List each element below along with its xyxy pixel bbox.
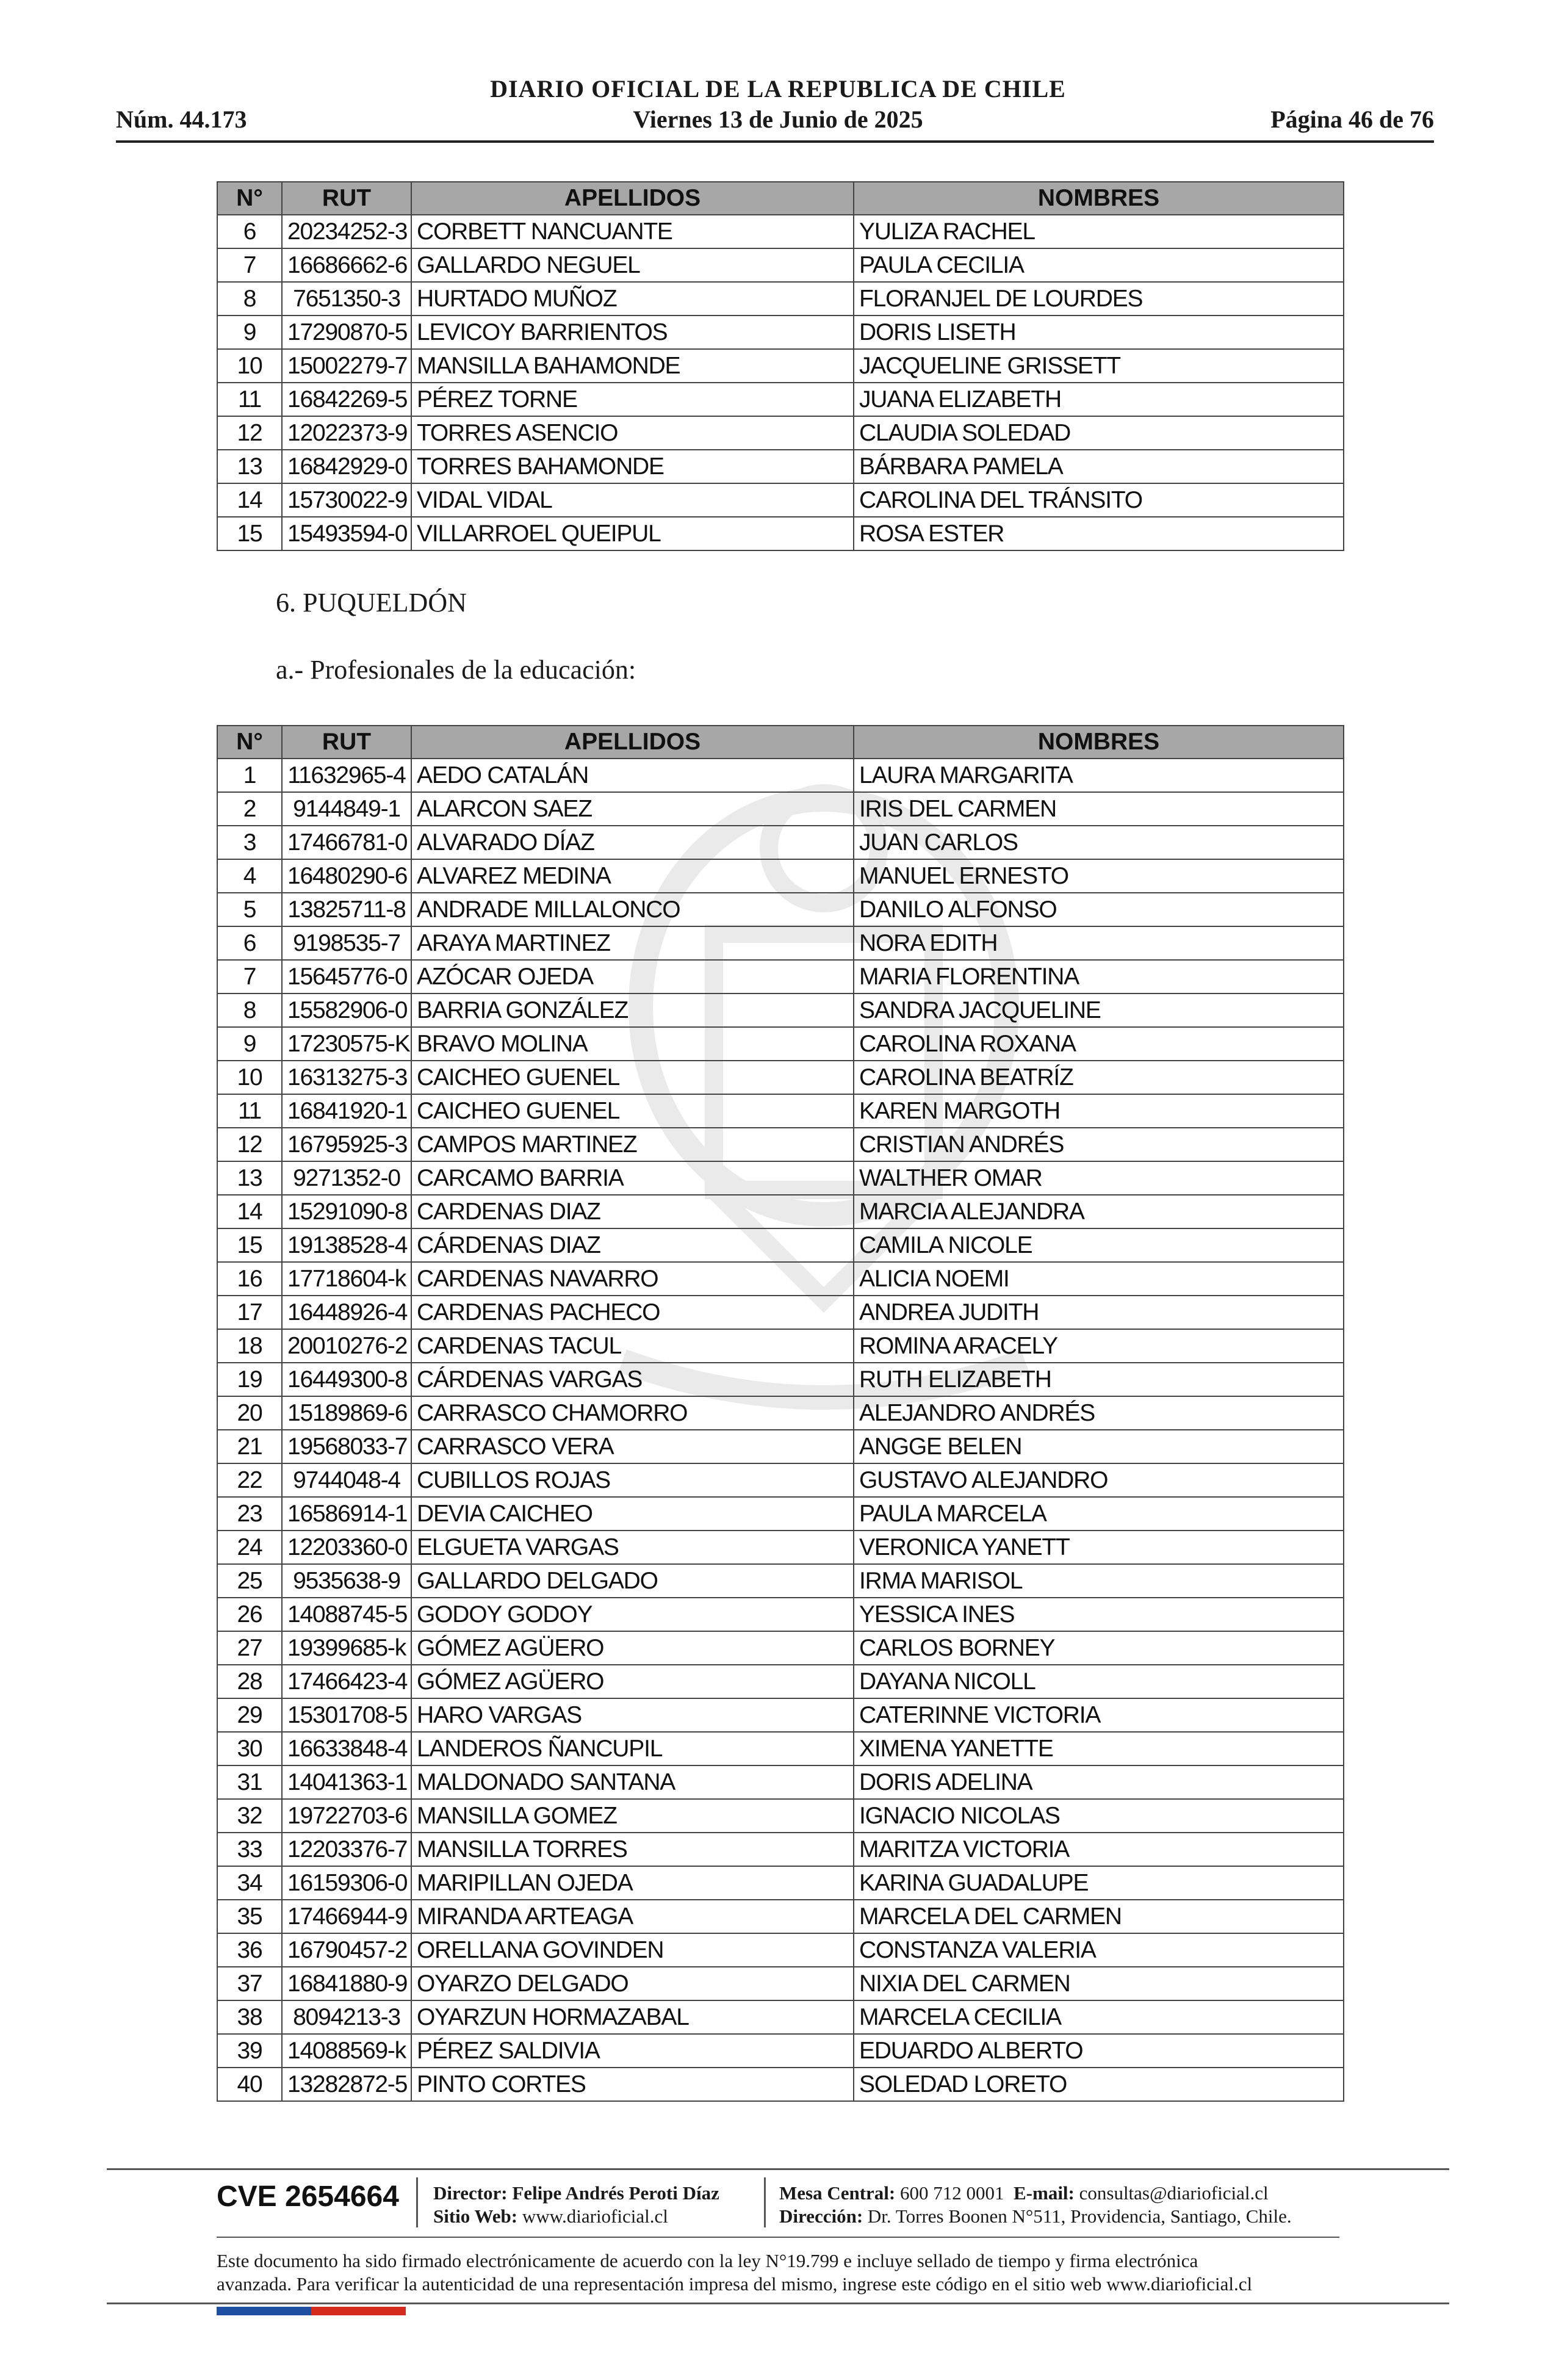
names-cell: JUANA ELIZABETH	[854, 383, 1344, 416]
rut-cell: 16448926-4	[282, 1296, 411, 1329]
table-row	[217, 1463, 1344, 1497]
surnames-cell: PÉREZ TORNE	[411, 383, 854, 416]
table-row	[217, 1430, 1344, 1463]
rut-cell: 7651350-3	[282, 282, 411, 316]
rut-cell: 16841920-1	[282, 1094, 411, 1128]
rut-cell: 16586914-1	[282, 1497, 411, 1531]
row-number: 6	[217, 215, 282, 248]
names-cell: GUSTAVO ALEJANDRO	[854, 1463, 1344, 1497]
cve-code: CVE 2654664	[217, 2180, 399, 2213]
legal-notice	[217, 2249, 1352, 2296]
row-number: 13	[217, 1161, 282, 1195]
email-label: E-mail:	[1014, 2182, 1075, 2204]
table-row	[217, 2000, 1344, 2034]
table-row	[217, 517, 1344, 550]
table-row	[217, 1061, 1344, 1094]
rut-cell: 19722703-6	[282, 1799, 411, 1833]
table-header-row	[217, 182, 1344, 215]
names-cell: LAURA MARGARITA	[854, 759, 1344, 792]
table-row	[217, 1933, 1344, 1967]
names-cell: ALEJANDRO ANDRÉS	[854, 1396, 1344, 1430]
table-row	[217, 1967, 1344, 2000]
surnames-cell: CÁRDENAS VARGAS	[411, 1363, 854, 1396]
row-number: 15	[217, 1228, 282, 1262]
names-cell: JACQUELINE GRISSETT	[854, 349, 1344, 383]
section-title: 6. PUQUELDÓN	[276, 588, 467, 618]
row-number: 33	[217, 1833, 282, 1866]
names-cell: RUTH ELIZABETH	[854, 1363, 1344, 1396]
rut-cell: 19399685-k	[282, 1631, 411, 1665]
header-divider	[116, 140, 1434, 143]
surnames-cell: MALDONADO SANTANA	[411, 1765, 854, 1799]
surnames-cell: GODOY GODOY	[411, 1598, 854, 1631]
table-row	[217, 1296, 1344, 1329]
names-cell: CARLOS BORNEY	[854, 1631, 1344, 1665]
rut-cell: 19568033-7	[282, 1430, 411, 1463]
surnames-cell: VILLARROEL QUEIPUL	[411, 517, 854, 550]
names-cell: CAROLINA DEL TRÁNSITO	[854, 483, 1344, 517]
names-cell: FLORANJEL DE LOURDES	[854, 282, 1344, 316]
surnames-cell: CARDENAS TACUL	[411, 1329, 854, 1363]
column-header-number: N°	[217, 182, 282, 215]
names-cell: VERONICA YANETT	[854, 1531, 1344, 1564]
surnames-cell: CÁRDENAS DIAZ	[411, 1228, 854, 1262]
rut-cell: 17290870-5	[282, 316, 411, 349]
rut-cell: 8094213-3	[282, 2000, 411, 2034]
surnames-cell: CAICHEO GUENEL	[411, 1061, 854, 1094]
row-number: 25	[217, 1564, 282, 1598]
rut-cell: 14041363-1	[282, 1765, 411, 1799]
names-cell: DAYANA NICOLL	[854, 1665, 1344, 1698]
table-row	[217, 248, 1344, 282]
rut-cell: 11632965-4	[282, 759, 411, 792]
table-row	[217, 859, 1344, 893]
row-number: 1	[217, 759, 282, 792]
row-number: 36	[217, 1933, 282, 1967]
table-row	[217, 1799, 1344, 1833]
names-cell: DANILO ALFONSO	[854, 893, 1344, 926]
row-number: 9	[217, 1027, 282, 1061]
surnames-cell: GÓMEZ AGÜERO	[411, 1665, 854, 1698]
surnames-cell: MIRANDA ARTEAGA	[411, 1900, 854, 1933]
names-cell: DORIS ADELINA	[854, 1765, 1344, 1799]
row-number: 27	[217, 1631, 282, 1665]
rut-cell: 12203360-0	[282, 1531, 411, 1564]
footer-divider-bottom	[107, 2302, 1449, 2304]
footer-divider-middle	[217, 2237, 1339, 2238]
table-row	[217, 1732, 1344, 1765]
row-number: 3	[217, 826, 282, 859]
row-number: 11	[217, 383, 282, 416]
surnames-cell: MARIPILLAN OJEDA	[411, 1866, 854, 1900]
table-row	[217, 215, 1344, 248]
surnames-cell: MANSILLA BAHAMONDE	[411, 349, 854, 383]
surnames-cell: HARO VARGAS	[411, 1698, 854, 1732]
surnames-cell: PÉREZ SALDIVIA	[411, 2034, 854, 2068]
table-row	[217, 893, 1344, 926]
table-row	[217, 1765, 1344, 1799]
row-number: 8	[217, 993, 282, 1027]
director-name: Felipe Andrés Peroti Díaz	[512, 2182, 719, 2204]
table-row	[217, 1161, 1344, 1195]
rut-cell: 13825711-8	[282, 893, 411, 926]
surnames-cell: CARCAMO BARRIA	[411, 1161, 854, 1195]
names-cell: ALICIA NOEMI	[854, 1262, 1344, 1296]
rut-cell: 15645776-0	[282, 960, 411, 993]
table-row	[217, 759, 1344, 792]
rut-cell: 16449300-8	[282, 1363, 411, 1396]
table-row	[217, 993, 1344, 1027]
rut-cell: 15301708-5	[282, 1698, 411, 1732]
surnames-cell: VIDAL VIDAL	[411, 483, 854, 517]
row-number: 15	[217, 517, 282, 550]
names-cell: JUAN CARLOS	[854, 826, 1344, 859]
row-number: 14	[217, 483, 282, 517]
rut-cell: 17466781-0	[282, 826, 411, 859]
row-number: 21	[217, 1430, 282, 1463]
surnames-cell: CORBETT NANCUANTE	[411, 215, 854, 248]
table-row	[217, 1833, 1344, 1866]
table-row	[217, 1363, 1344, 1396]
rut-cell: 15582906-0	[282, 993, 411, 1027]
rut-cell: 16633848-4	[282, 1732, 411, 1765]
surnames-cell: ARAYA MARTINEZ	[411, 926, 854, 960]
table-row	[217, 1665, 1344, 1698]
surnames-cell: ORELLANA GOVINDEN	[411, 1933, 854, 1967]
rut-cell: 16842269-5	[282, 383, 411, 416]
flag-red-segment	[311, 2307, 406, 2315]
surnames-cell: AEDO CATALÁN	[411, 759, 854, 792]
row-number: 11	[217, 1094, 282, 1128]
rut-cell: 14088569-k	[282, 2034, 411, 2068]
surnames-cell: CARRASCO CHAMORRO	[411, 1396, 854, 1430]
legal-notice-line: avanzada. Para verificar la autenticidad de una representación impresa del mismo, ingrese este código en el sitio web www.diarioficial.cl	[217, 2273, 1253, 2295]
director-label: Director:	[433, 2182, 508, 2204]
row-number: 31	[217, 1765, 282, 1799]
names-cell: YESSICA INES	[854, 1598, 1344, 1631]
surnames-cell: CAMPOS MARTINEZ	[411, 1128, 854, 1161]
column-header-names: NOMBRES	[854, 182, 1344, 215]
names-cell: MARCELA CECILIA	[854, 2000, 1344, 2034]
table-row	[217, 1094, 1344, 1128]
table-row	[217, 282, 1344, 316]
names-cell: CAROLINA BEATRÍZ	[854, 1061, 1344, 1094]
row-number: 7	[217, 960, 282, 993]
row-number: 23	[217, 1497, 282, 1531]
rut-cell: 9271352-0	[282, 1161, 411, 1195]
names-cell: ROSA ESTER	[854, 517, 1344, 550]
row-number: 5	[217, 893, 282, 926]
table-row	[217, 1027, 1344, 1061]
rut-cell: 15189869-6	[282, 1396, 411, 1430]
names-cell: IRIS DEL CARMEN	[854, 792, 1344, 826]
row-number: 6	[217, 926, 282, 960]
row-number: 4	[217, 859, 282, 893]
email-link[interactable]: consultas@diarioficial.cl	[1079, 2182, 1269, 2204]
column-header-rut: RUT	[282, 726, 411, 759]
names-cell: SOLEDAD LORETO	[854, 2068, 1344, 2101]
rut-cell: 16313275-3	[282, 1061, 411, 1094]
surnames-cell: AZÓCAR OJEDA	[411, 960, 854, 993]
names-cell: BÁRBARA PAMELA	[854, 450, 1344, 483]
flag-blue-segment	[217, 2307, 311, 2315]
issue-date: Viernes 13 de Junio de 2025	[633, 106, 923, 133]
legal-notice-line: Este documento ha sido firmado electrónicamente de acuerdo con la ley N°19.799 e incluye sellado de tiempo y firma electrónica	[217, 2250, 1198, 2271]
surnames-cell: GALLARDO DELGADO	[411, 1564, 854, 1598]
names-cell: KARINA GUADALUPE	[854, 1866, 1344, 1900]
surnames-cell: OYARZUN HORMAZABAL	[411, 2000, 854, 2034]
rut-cell: 16686662-6	[282, 248, 411, 282]
puqueldon-personnel-table	[217, 725, 1344, 2102]
table-row	[217, 450, 1344, 483]
table-row	[217, 1631, 1344, 1665]
table-row	[217, 1396, 1344, 1430]
surnames-cell: MANSILLA GOMEZ	[411, 1799, 854, 1833]
footer-contact-block	[779, 2182, 1292, 2228]
names-cell: MANUEL ERNESTO	[854, 859, 1344, 893]
rut-cell: 16795925-3	[282, 1128, 411, 1161]
names-cell: KAREN MARGOTH	[854, 1094, 1344, 1128]
table-row	[217, 483, 1344, 517]
table-row	[217, 1228, 1344, 1262]
row-number: 12	[217, 416, 282, 450]
row-number: 8	[217, 282, 282, 316]
personnel-table-continued	[217, 181, 1344, 551]
surnames-cell: LANDEROS ÑANCUPIL	[411, 1732, 854, 1765]
rut-cell: 9144849-1	[282, 792, 411, 826]
rut-cell: 16842929-0	[282, 450, 411, 483]
table-row	[217, 383, 1344, 416]
surnames-cell: GALLARDO NEGUEL	[411, 248, 854, 282]
row-number: 7	[217, 248, 282, 282]
rut-cell: 17718604-k	[282, 1262, 411, 1296]
row-number: 39	[217, 2034, 282, 2068]
row-number: 18	[217, 1329, 282, 1363]
names-cell: IRMA MARISOL	[854, 1564, 1344, 1598]
rut-cell: 15730022-9	[282, 483, 411, 517]
row-number: 35	[217, 1900, 282, 1933]
table-row	[217, 1866, 1344, 1900]
surnames-cell: ANDRADE MILLALONCO	[411, 893, 854, 926]
rut-cell: 14088745-5	[282, 1598, 411, 1631]
rut-cell: 20010276-2	[282, 1329, 411, 1363]
column-header-number: N°	[217, 726, 282, 759]
row-number: 37	[217, 1967, 282, 2000]
row-number: 17	[217, 1296, 282, 1329]
row-number: 20	[217, 1396, 282, 1430]
table-row	[217, 1900, 1344, 1933]
rut-cell: 17230575-K	[282, 1027, 411, 1061]
row-number: 22	[217, 1463, 282, 1497]
table-row	[217, 1195, 1344, 1228]
surnames-cell: GÓMEZ AGÜERO	[411, 1631, 854, 1665]
names-cell: ANGGE BELEN	[854, 1430, 1344, 1463]
table-row	[217, 1564, 1344, 1598]
row-number: 29	[217, 1698, 282, 1732]
table-row	[217, 926, 1344, 960]
row-number: 24	[217, 1531, 282, 1564]
surnames-cell: PINTO CORTES	[411, 2068, 854, 2101]
table-row	[217, 1329, 1344, 1363]
names-cell: NORA EDITH	[854, 926, 1344, 960]
table-row	[217, 826, 1344, 859]
issue-number: Núm. 44.173	[116, 106, 247, 133]
surnames-cell: TORRES ASENCIO	[411, 416, 854, 450]
rut-cell: 17466944-9	[282, 1900, 411, 1933]
phone-label: Mesa Central:	[779, 2182, 896, 2204]
footer-director-block	[433, 2182, 719, 2228]
surnames-cell: ALVARADO DÍAZ	[411, 826, 854, 859]
names-cell: ANDREA JUDITH	[854, 1296, 1344, 1329]
surnames-cell: CUBILLOS ROJAS	[411, 1463, 854, 1497]
names-cell: CRISTIAN ANDRÉS	[854, 1128, 1344, 1161]
website-link[interactable]: www.diarioficial.cl	[522, 2205, 668, 2227]
page-number: Página 46 de 76	[1270, 106, 1434, 133]
names-cell: MARCIA ALEJANDRA	[854, 1195, 1344, 1228]
names-cell: YULIZA RACHEL	[854, 215, 1344, 248]
names-cell: CAMILA NICOLE	[854, 1228, 1344, 1262]
table-row	[217, 316, 1344, 349]
rut-cell: 16790457-2	[282, 1933, 411, 1967]
names-cell: IGNACIO NICOLAS	[854, 1799, 1344, 1833]
address-text: Dr. Torres Boonen N°511, Providencia, Santiago, Chile.	[867, 2205, 1292, 2227]
surnames-cell: DEVIA CAICHEO	[411, 1497, 854, 1531]
footer-separator	[416, 2177, 418, 2227]
row-number: 9	[217, 316, 282, 349]
row-number: 30	[217, 1732, 282, 1765]
names-cell: CAROLINA ROXANA	[854, 1027, 1344, 1061]
row-number: 34	[217, 1866, 282, 1900]
rut-cell: 19138528-4	[282, 1228, 411, 1262]
surnames-cell: TORRES BAHAMONDE	[411, 450, 854, 483]
rut-cell: 13282872-5	[282, 2068, 411, 2101]
names-cell: MARCELA DEL CARMEN	[854, 1900, 1344, 1933]
rut-cell: 15002279-7	[282, 349, 411, 383]
row-number: 40	[217, 2068, 282, 2101]
names-cell: WALTHER OMAR	[854, 1161, 1344, 1195]
surnames-cell: ALVAREZ MEDINA	[411, 859, 854, 893]
newspaper-title: DIARIO OFICIAL DE LA REPUBLICA DE CHILE	[490, 75, 1066, 103]
rut-cell: 16841880-9	[282, 1967, 411, 2000]
rut-cell: 9535638-9	[282, 1564, 411, 1598]
table-row	[217, 960, 1344, 993]
rut-cell: 9198535-7	[282, 926, 411, 960]
table-row	[217, 349, 1344, 383]
phone-number: 600 712 0001	[900, 2182, 1004, 2204]
table-row	[217, 1262, 1344, 1296]
row-number: 10	[217, 349, 282, 383]
names-cell: PAULA CECILIA	[854, 248, 1344, 282]
names-cell: CLAUDIA SOLEDAD	[854, 416, 1344, 450]
row-number: 12	[217, 1128, 282, 1161]
surnames-cell: MANSILLA TORRES	[411, 1833, 854, 1866]
column-header-names: NOMBRES	[854, 726, 1344, 759]
names-cell: CONSTANZA VALERIA	[854, 1933, 1344, 1967]
table-row	[217, 1531, 1344, 1564]
names-cell: DORIS LISETH	[854, 316, 1344, 349]
row-number: 16	[217, 1262, 282, 1296]
table-row	[217, 792, 1344, 826]
surnames-cell: ELGUETA VARGAS	[411, 1531, 854, 1564]
rut-cell: 12203376-7	[282, 1833, 411, 1866]
surnames-cell: CAICHEO GUENEL	[411, 1094, 854, 1128]
rut-cell: 20234252-3	[282, 215, 411, 248]
names-cell: CATERINNE VICTORIA	[854, 1698, 1344, 1732]
row-number: 2	[217, 792, 282, 826]
table-row	[217, 416, 1344, 450]
names-cell: MARITZA VICTORIA	[854, 1833, 1344, 1866]
table-row	[217, 2068, 1344, 2101]
row-number: 14	[217, 1195, 282, 1228]
names-cell: SANDRA JACQUELINE	[854, 993, 1344, 1027]
row-number: 10	[217, 1061, 282, 1094]
surnames-cell: BRAVO MOLINA	[411, 1027, 854, 1061]
surnames-cell: CARDENAS NAVARRO	[411, 1262, 854, 1296]
row-number: 32	[217, 1799, 282, 1833]
column-header-surnames: APELLIDOS	[411, 726, 854, 759]
section-subtitle: a.- Profesionales de la educación:	[276, 655, 636, 685]
surnames-cell: CARDENAS DIAZ	[411, 1195, 854, 1228]
footer-divider-top	[107, 2168, 1449, 2170]
surnames-cell: BARRIA GONZÁLEZ	[411, 993, 854, 1027]
table-row	[217, 1698, 1344, 1732]
address-label: Dirección:	[779, 2205, 863, 2227]
rut-cell: 15493594-0	[282, 517, 411, 550]
table-row	[217, 2034, 1344, 2068]
names-cell: ROMINA ARACELY	[854, 1329, 1344, 1363]
row-number: 13	[217, 450, 282, 483]
table-row	[217, 1497, 1344, 1531]
rut-cell: 16480290-6	[282, 859, 411, 893]
rut-cell: 9744048-4	[282, 1463, 411, 1497]
rut-cell: 16159306-0	[282, 1866, 411, 1900]
column-header-rut: RUT	[282, 182, 411, 215]
flag-color-bar	[217, 2307, 406, 2315]
surnames-cell: ALARCON SAEZ	[411, 792, 854, 826]
footer-separator	[764, 2177, 766, 2227]
row-number: 26	[217, 1598, 282, 1631]
row-number: 38	[217, 2000, 282, 2034]
row-number: 28	[217, 1665, 282, 1698]
table-row	[217, 1128, 1344, 1161]
names-cell: EDUARDO ALBERTO	[854, 2034, 1344, 2068]
names-cell: MARIA FLORENTINA	[854, 960, 1344, 993]
rut-cell: 12022373-9	[282, 416, 411, 450]
rut-cell: 15291090-8	[282, 1195, 411, 1228]
names-cell: XIMENA YANETTE	[854, 1732, 1344, 1765]
rut-cell: 17466423-4	[282, 1665, 411, 1698]
column-header-surnames: APELLIDOS	[411, 182, 854, 215]
surnames-cell: CARDENAS PACHECO	[411, 1296, 854, 1329]
table-header-row	[217, 726, 1344, 759]
surnames-cell: HURTADO MUÑOZ	[411, 282, 854, 316]
row-number: 19	[217, 1363, 282, 1396]
surnames-cell: OYARZO DELGADO	[411, 1967, 854, 2000]
website-label: Sitio Web:	[433, 2205, 518, 2227]
surnames-cell: CARRASCO VERA	[411, 1430, 854, 1463]
table-row	[217, 1598, 1344, 1631]
names-cell: PAULA MARCELA	[854, 1497, 1344, 1531]
names-cell: NIXIA DEL CARMEN	[854, 1967, 1344, 2000]
surnames-cell: LEVICOY BARRIENTOS	[411, 316, 854, 349]
